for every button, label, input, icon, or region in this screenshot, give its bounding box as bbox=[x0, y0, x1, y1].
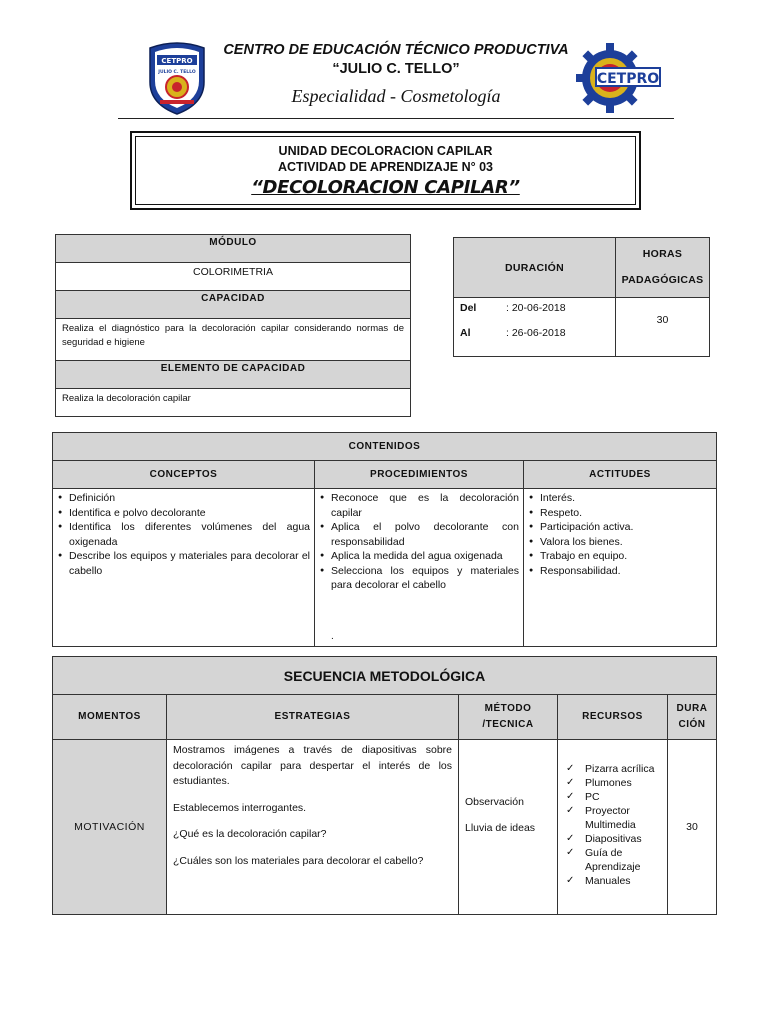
col-strategies: ESTRATEGIAS bbox=[167, 695, 459, 740]
col-method-line-1: MÉTODO bbox=[484, 703, 532, 714]
attitudes-cell bbox=[524, 489, 717, 647]
list-item: ✓ PC bbox=[566, 790, 663, 804]
col-method-line-2: /TECNICA bbox=[482, 719, 534, 730]
cetpro-gear-logo bbox=[576, 40, 662, 114]
hours-label-2: PADAGÓGICAS bbox=[621, 274, 704, 286]
activity-title-inner bbox=[135, 136, 636, 205]
cetpro-shield-logo bbox=[144, 38, 210, 116]
module-table bbox=[55, 234, 411, 417]
list-item: ● Reconoce que es la decoloración capilar bbox=[319, 491, 519, 520]
date-from-value: : 20-06-2018 bbox=[506, 302, 566, 314]
list-item: ✓ Pizarra acrílica bbox=[566, 762, 663, 776]
sequence-title: SECUENCIA METODOLÓGICA bbox=[53, 657, 717, 695]
col-method bbox=[459, 695, 558, 740]
logo-right-text: CETPRO bbox=[596, 71, 660, 87]
hours-header bbox=[616, 238, 710, 298]
capacity-label: CAPACIDAD bbox=[56, 291, 411, 319]
unit-title: UNIDAD DECOLORACION CAPILAR bbox=[278, 144, 493, 158]
strategy-text: ¿Cuáles son los materiales para decolorar el cabello? bbox=[173, 854, 424, 867]
module-value: COLORIMETRIA bbox=[56, 263, 411, 291]
list-item: ● Respeto. bbox=[528, 506, 712, 521]
resources-list bbox=[558, 740, 667, 888]
col-moments: MOMENTOS bbox=[53, 695, 167, 740]
list-item: ● Responsabilidad. bbox=[528, 564, 712, 579]
specialty-title: Especialidad - Cosmetología bbox=[291, 86, 501, 106]
procedures-list bbox=[319, 491, 519, 593]
activity-main-title: “DECOLORACION CAPILAR” bbox=[251, 177, 520, 198]
institution-title: “JULIO C. TELLO” bbox=[332, 61, 460, 77]
list-item: ● Identifica e polvo decolorante bbox=[57, 506, 310, 521]
date-from-row bbox=[454, 300, 615, 316]
institution-name: CENTRO DE EDUCACIÓN TÉCNICO PRODUCTIVA bbox=[223, 42, 569, 58]
strategy-text: Mostramos imágenes a través de diapositivas sobre decoloración capilar para despertar el interés de los estudiantes. bbox=[173, 744, 452, 787]
module-label: MÓDULO bbox=[56, 235, 411, 263]
procedures-cell bbox=[315, 489, 524, 647]
col-duration-line-1: DURA bbox=[676, 703, 708, 714]
concepts-cell bbox=[53, 489, 315, 647]
date-range bbox=[454, 298, 616, 357]
attitudes-list bbox=[528, 491, 712, 578]
strategy-text: ¿Qué es la decoloración capilar? bbox=[173, 828, 327, 840]
list-item: ● Describe los equipos y materiales para decolorar el cabello bbox=[57, 549, 310, 578]
capacity-value: Realiza el diagnóstico para la decoloración capilar considerando normas de seguridad e higiene bbox=[56, 319, 411, 361]
header-divider bbox=[118, 118, 674, 119]
list-item: ● Valora los bienes. bbox=[528, 535, 712, 550]
col-resources: RECURSOS bbox=[558, 695, 668, 740]
col-duration-line-2: CIÓN bbox=[678, 719, 706, 730]
method-text: Observación bbox=[465, 796, 524, 808]
logo-left-subtext: JULIO C. TELLO bbox=[158, 70, 196, 75]
list-item: ✓ Proyector Multimedia bbox=[566, 804, 663, 832]
duration-table bbox=[453, 237, 710, 357]
col-procedures: PROCEDIMIENTOS bbox=[315, 461, 524, 489]
list-item: ● Trabajo en equipo. bbox=[528, 549, 712, 564]
col-concepts: CONCEPTOS bbox=[53, 461, 315, 489]
element-value: Realiza la decoloración capilar bbox=[56, 389, 411, 417]
date-to-label: Al bbox=[460, 327, 471, 339]
hours-label-1: HORAS bbox=[642, 248, 683, 260]
list-item: ✓ Plumones bbox=[566, 776, 663, 790]
duration-cell: 30 bbox=[668, 740, 717, 915]
duration-label: DURACIÓN bbox=[454, 238, 616, 298]
list-item: ● Selecciona los equipos y materiales para decolorar el cabello bbox=[319, 564, 519, 593]
list-item: ● Identifica los diferentes volúmenes del agua oxigenada bbox=[57, 520, 310, 549]
methods-cell bbox=[459, 740, 558, 915]
activity-title-box bbox=[130, 131, 641, 210]
list-item: ● Interés. bbox=[528, 491, 712, 506]
contents-title: CONTENIDOS bbox=[53, 433, 717, 461]
date-to-value: : 26-06-2018 bbox=[506, 327, 566, 339]
concepts-list bbox=[57, 491, 310, 578]
logo-left-text: CETPRO bbox=[161, 57, 193, 65]
resources-cell bbox=[558, 740, 668, 915]
list-item: ● Participación activa. bbox=[528, 520, 712, 535]
sequence-table bbox=[52, 656, 717, 915]
strategy-text: Establecemos interrogantes. bbox=[173, 801, 307, 814]
strategies-cell bbox=[167, 740, 459, 915]
col-duration bbox=[668, 695, 717, 740]
list-item: ● Aplica el polvo decolorante con responsabilidad bbox=[319, 520, 519, 549]
list-item: ● Definición bbox=[57, 491, 310, 506]
moment-cell: MOTIVACIÓN bbox=[53, 740, 167, 915]
method-text: Lluvia de ideas bbox=[465, 822, 536, 834]
contents-table bbox=[52, 432, 717, 647]
list-item: ✓ Manuales bbox=[566, 874, 663, 888]
date-from-label: Del bbox=[460, 302, 477, 314]
list-item: ● Aplica la medida del agua oxigenada bbox=[319, 549, 519, 564]
col-attitudes: ACTITUDES bbox=[524, 461, 717, 489]
list-item: ✓ Diapositivas bbox=[566, 832, 663, 846]
element-label: ELEMENTO DE CAPACIDAD bbox=[56, 361, 411, 389]
table-row bbox=[53, 740, 717, 915]
hours-value: 30 bbox=[616, 298, 710, 357]
activity-number: ACTIVIDAD DE APRENDIZAJE N° 03 bbox=[278, 160, 493, 174]
list-item: ✓ Guía de Aprendizaje bbox=[566, 846, 663, 874]
procedures-tail: . bbox=[331, 630, 334, 642]
date-to-row bbox=[454, 325, 615, 341]
